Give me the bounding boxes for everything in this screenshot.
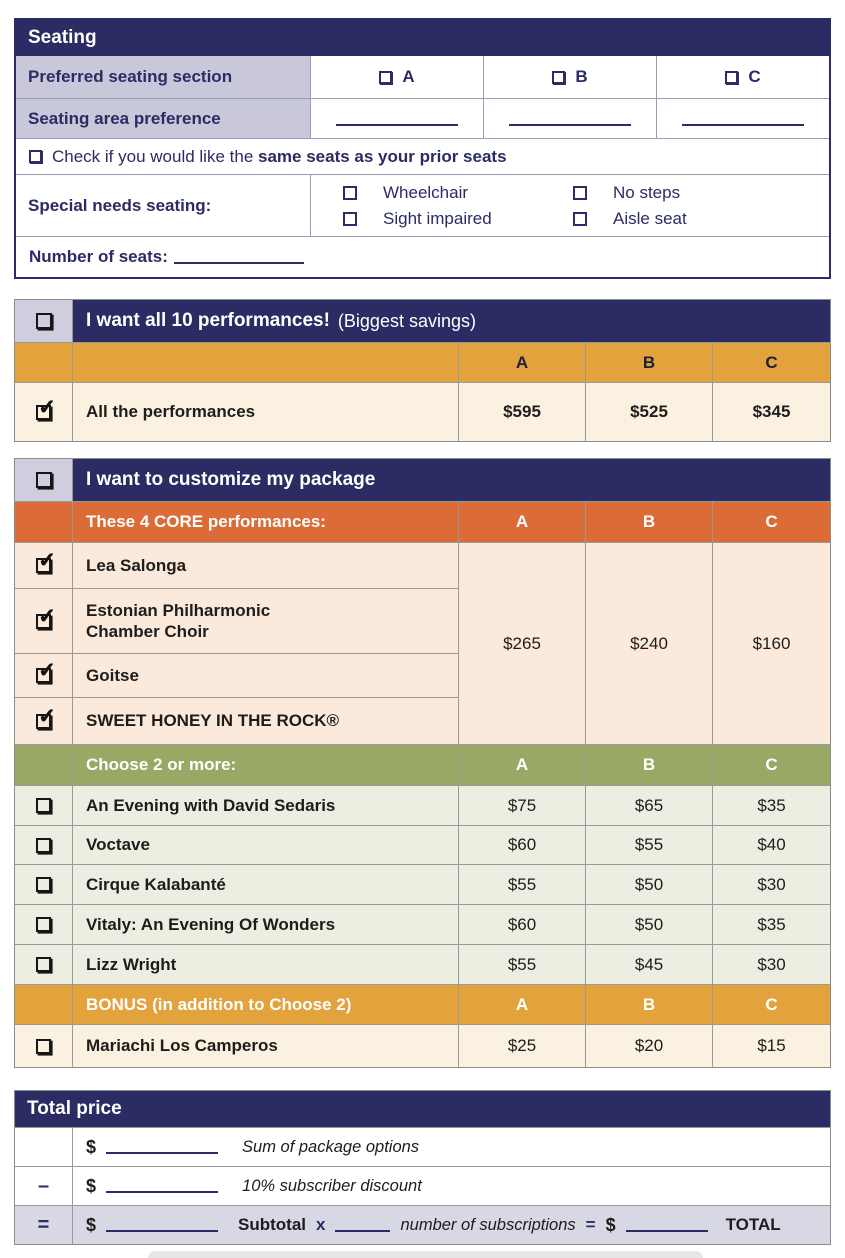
total-price-section	[14, 1090, 831, 1245]
seating-area-b-blank[interactable]	[509, 112, 631, 126]
total-price-header: Total price	[15, 1091, 830, 1127]
column-c-header: C	[712, 343, 830, 382]
core-price-b: $240	[585, 543, 712, 744]
seating-area-a-blank[interactable]	[336, 112, 458, 126]
estonian-choir-checkbox[interactable]	[36, 614, 51, 629]
voctave-checkbox[interactable]	[36, 838, 51, 853]
wheelchair-checkbox[interactable]	[343, 186, 357, 200]
customize-header-row	[15, 459, 830, 501]
core-header-row	[15, 501, 830, 542]
choose-row-voctave	[15, 825, 830, 864]
mariachi-price-b: $20	[585, 1025, 712, 1067]
vitaly-price-a: $60	[458, 905, 585, 944]
choose-column-a: A	[458, 745, 585, 785]
all-price-a: $595	[458, 383, 585, 441]
vitaly-label: Vitaly: An Evening Of Wonders	[72, 905, 458, 944]
sight-impaired-checkbox[interactable]	[343, 212, 357, 226]
david-sedaris-label: An Evening with David Sedaris	[72, 786, 458, 825]
same-seats-row	[16, 138, 829, 174]
choose-row-lizz-wright	[15, 944, 830, 984]
subscriptions-count-blank[interactable]	[335, 1218, 390, 1232]
mariachi-label: Mariachi Los Camperos	[72, 1025, 458, 1067]
seating-section-b-cell	[483, 56, 656, 98]
special-needs-row	[16, 174, 829, 236]
choose-row-vitaly	[15, 904, 830, 944]
sum-amount-blank[interactable]	[106, 1140, 218, 1154]
core-column-b: B	[585, 502, 712, 542]
equals-sign: =	[585, 1215, 596, 1234]
total-row-subtotal	[15, 1205, 830, 1244]
customize-checkbox-cell	[15, 459, 72, 501]
special-option-aisle-seat: Aisle seat	[573, 209, 829, 229]
special-option-wheelchair: Wheelchair	[343, 183, 573, 203]
seating-header: Seating	[16, 20, 829, 56]
special-needs-options	[310, 175, 829, 236]
all-performances-checkbox-cell	[15, 300, 72, 342]
section-b-label: B	[575, 67, 588, 86]
sedaris-price-a: $75	[458, 786, 585, 825]
all-price-c: $345	[712, 383, 830, 441]
preferred-seating-label: Preferred seating section	[16, 56, 310, 98]
vitaly-price-c: $35	[712, 905, 830, 944]
seating-area-row	[16, 98, 829, 138]
lizz-price-c: $30	[712, 945, 830, 984]
lizz-wright-label: Lizz Wright	[72, 945, 458, 984]
voctave-price-c: $40	[712, 826, 830, 864]
times-sign: x	[316, 1215, 326, 1234]
special-option-sight-impaired: Sight impaired	[343, 209, 573, 229]
mariachi-price-a: $25	[458, 1025, 585, 1067]
aisle-seat-checkbox[interactable]	[573, 212, 587, 226]
same-seats-checkbox[interactable]	[29, 150, 42, 163]
total-dollar-sign: $	[605, 1214, 616, 1235]
section-a-label: A	[402, 67, 415, 86]
sweet-honey-label: SWEET HONEY IN THE ROCK®	[72, 698, 458, 744]
subtotal-dollar-sign: $	[86, 1214, 97, 1235]
choose-column-b: B	[585, 745, 712, 785]
core-column-a: A	[458, 502, 585, 542]
bonus-column-b: B	[585, 985, 712, 1024]
discount-amount-blank[interactable]	[106, 1179, 218, 1193]
choose-header-label: Choose 2 or more:	[72, 745, 458, 785]
bonus-header-label: BONUS (in addition to Choose 2)	[72, 985, 458, 1024]
subtotal-amount-blank[interactable]	[106, 1218, 218, 1232]
customize-section	[14, 458, 831, 1068]
special-needs-label: Special needs seating:	[16, 175, 310, 236]
core-performances-grid	[15, 542, 830, 744]
total-amount-blank[interactable]	[626, 1218, 708, 1232]
section-b-checkbox[interactable]	[552, 71, 565, 84]
preferred-seating-row	[16, 56, 829, 98]
customize-title: I want to customize my package	[72, 459, 830, 501]
cirque-price-a: $55	[458, 865, 585, 904]
voctave-price-a: $60	[458, 826, 585, 864]
vitaly-price-b: $50	[585, 905, 712, 944]
core-header-label: These 4 CORE performances:	[72, 502, 458, 542]
goitse-checkbox[interactable]	[36, 668, 51, 683]
bonus-header-row	[15, 984, 830, 1024]
subtotal-operator: =	[37, 1213, 50, 1236]
all-performances-columns-row	[15, 342, 830, 382]
seating-section	[14, 18, 831, 279]
seating-area-b-cell	[483, 99, 656, 138]
core-price-c: $160	[712, 543, 830, 744]
all-performances-section	[14, 299, 831, 442]
subscriptions-description: number of subscriptions	[400, 1215, 576, 1234]
customize-checkbox[interactable]	[36, 472, 52, 488]
discount-dollar-sign: $	[86, 1175, 97, 1196]
discount-description: 10% subscriber discount	[242, 1176, 422, 1195]
choose-row-cirque-kalabante	[15, 864, 830, 904]
seating-area-c-cell	[656, 99, 829, 138]
estonian-choir-label: Estonian Philharmonic Chamber Choir	[86, 600, 271, 641]
core-column-c: C	[712, 502, 830, 542]
choose-header-row	[15, 744, 830, 785]
lizz-wright-checkbox[interactable]	[36, 957, 51, 972]
total-row-discount	[15, 1166, 830, 1205]
cirque-price-c: $30	[712, 865, 830, 904]
sweet-honey-checkbox[interactable]	[36, 714, 51, 729]
section-c-label: C	[748, 67, 761, 86]
core-row-goitse	[15, 653, 458, 697]
lizz-price-a: $55	[458, 945, 585, 984]
all-price-b: $525	[585, 383, 712, 441]
seating-area-c-blank[interactable]	[682, 112, 804, 126]
no-steps-checkbox[interactable]	[573, 186, 587, 200]
bonus-row-mariachi	[15, 1024, 830, 1067]
core-row-sweet-honey	[15, 697, 458, 744]
david-sedaris-checkbox[interactable]	[36, 798, 51, 813]
lizz-price-b: $45	[585, 945, 712, 984]
total-row-sum	[15, 1127, 830, 1166]
all-performances-price-row	[15, 382, 830, 441]
column-a-header: A	[458, 343, 585, 382]
voctave-label: Voctave	[72, 826, 458, 864]
mariachi-price-c: $15	[712, 1025, 830, 1067]
special-option-no-steps: No steps	[573, 183, 829, 203]
core-price-a: $265	[458, 543, 585, 744]
sedaris-price-b: $65	[585, 786, 712, 825]
subtotal-label: Subtotal	[238, 1215, 307, 1234]
seating-area-label: Seating area preference	[16, 99, 310, 138]
lea-salonga-checkbox[interactable]	[36, 558, 51, 573]
mariachi-checkbox[interactable]	[36, 1039, 51, 1054]
core-row-estonian-choir	[15, 588, 458, 653]
goitse-label: Goitse	[72, 654, 458, 697]
all-performances-checkbox[interactable]	[36, 313, 52, 329]
all-performances-title: I want all 10 performances! (Biggest savings)	[72, 300, 830, 342]
choose-column-c: C	[712, 745, 830, 785]
bonus-column-a: A	[458, 985, 585, 1024]
all-the-performances-label: All the performances	[72, 383, 458, 441]
cirque-kalabante-checkbox[interactable]	[36, 877, 51, 892]
discount-operator: –	[37, 1174, 50, 1197]
all-performances-header-row	[15, 300, 830, 342]
total-label: TOTAL	[725, 1215, 781, 1234]
column-b-header: B	[585, 343, 712, 382]
sum-description: Sum of package options	[242, 1137, 420, 1156]
choose-row-david-sedaris	[15, 785, 830, 825]
section-a-checkbox[interactable]	[379, 71, 392, 84]
number-of-seats-blank[interactable]	[174, 250, 304, 264]
number-of-seats-label: Number of seats:	[29, 247, 168, 266]
bonus-column-c: C	[712, 985, 830, 1024]
section-c-checkbox[interactable]	[725, 71, 738, 84]
cirque-price-b: $50	[585, 865, 712, 904]
vitaly-checkbox[interactable]	[36, 917, 51, 932]
same-seats-text: Check if you would like the same seats as your prior seats	[52, 146, 507, 166]
next-section-peek	[148, 1251, 703, 1258]
lea-salonga-label: Lea Salonga	[72, 543, 458, 588]
core-row-lea-salonga	[15, 543, 458, 588]
sedaris-price-c: $35	[712, 786, 830, 825]
sum-operator	[15, 1128, 72, 1166]
number-of-seats-row	[16, 236, 829, 277]
seating-area-a-cell	[310, 99, 483, 138]
voctave-price-b: $55	[585, 826, 712, 864]
cirque-kalabante-label: Cirque Kalabanté	[72, 865, 458, 904]
seating-section-c-cell	[656, 56, 829, 98]
seating-section-a-cell	[310, 56, 483, 98]
sum-dollar-sign: $	[86, 1136, 97, 1157]
all-the-performances-checkbox[interactable]	[36, 405, 51, 420]
